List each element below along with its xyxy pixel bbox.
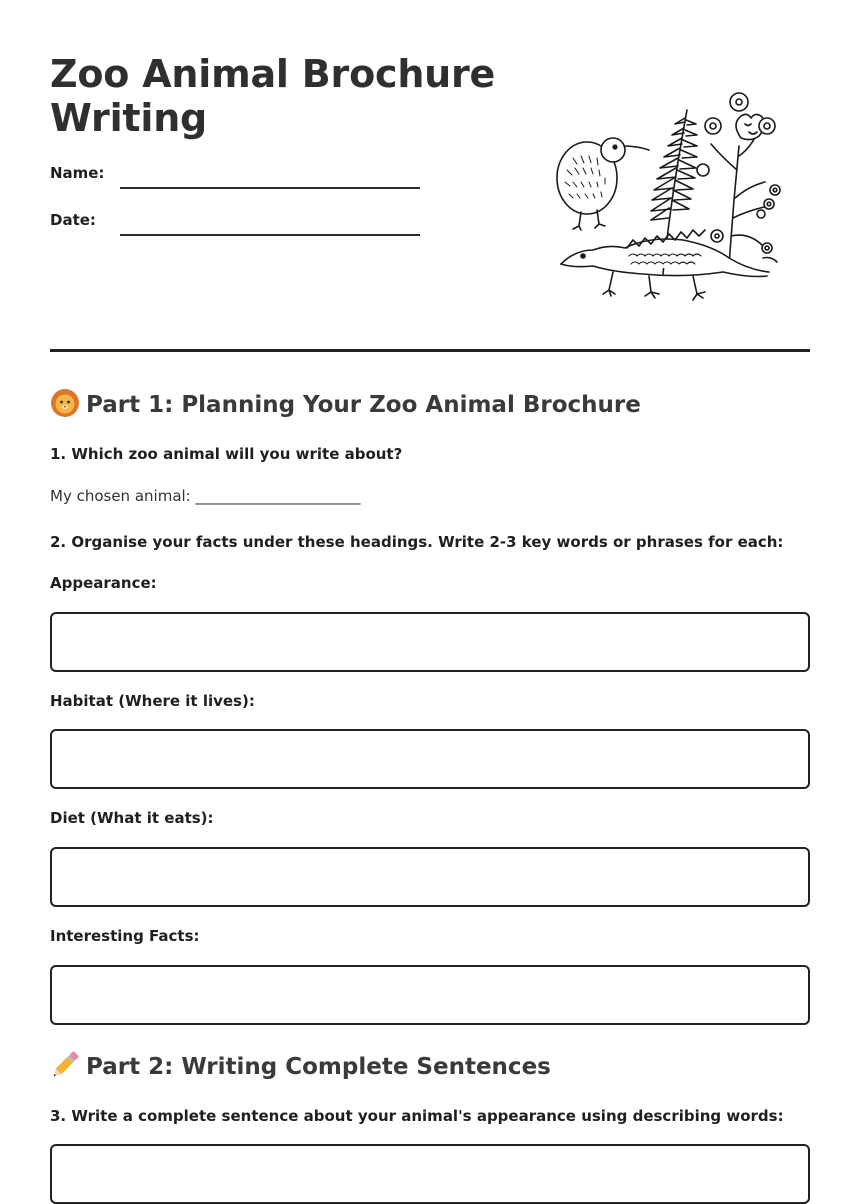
interesting-facts-label: Interesting Facts:	[50, 927, 200, 945]
lizard-icon	[561, 230, 769, 300]
question-2: 2. Organise your facts under these headings. Write 2-3 key words or phrases for each:	[50, 533, 784, 551]
part1-heading	[50, 388, 641, 420]
appearance-answer-box[interactable]	[50, 612, 810, 672]
worksheet-header	[50, 0, 810, 352]
kiwi-fern-lizard-illustration	[553, 86, 789, 308]
header-divider	[50, 349, 810, 352]
part1-heading-text: Part 1: Planning Your Zoo Animal Brochure	[86, 392, 641, 418]
date-label: Date:	[50, 211, 96, 229]
part2-heading	[50, 1050, 551, 1082]
name-field	[50, 162, 470, 190]
question-3: 3. Write a complete sentence about your animal's appearance using describing words:	[50, 1107, 784, 1125]
worksheet-page	[50, 0, 810, 1161]
pencil-icon	[50, 1050, 80, 1080]
appearance-sentence-box[interactable]	[50, 1144, 810, 1204]
interesting-facts-answer-box[interactable]	[50, 965, 810, 1025]
habitat-answer-box[interactable]	[50, 729, 810, 789]
name-input-line[interactable]	[120, 187, 420, 189]
date-field	[50, 209, 470, 237]
chosen-animal-line[interactable]: My chosen animal: ______________________	[50, 487, 361, 505]
kiwi-bird-icon	[557, 138, 649, 230]
name-label: Name:	[50, 164, 105, 182]
habitat-label: Habitat (Where it lives):	[50, 692, 255, 710]
page-title: Zoo Animal Brochure Writing	[50, 52, 496, 140]
appearance-label: Appearance:	[50, 574, 157, 592]
flowering-plant-icon	[697, 93, 780, 266]
part2-heading-text: Part 2: Writing Complete Sentences	[86, 1054, 551, 1080]
diet-answer-box[interactable]	[50, 847, 810, 907]
date-input-line[interactable]	[120, 234, 420, 236]
question-1: 1. Which zoo animal will you write about?	[50, 445, 403, 463]
diet-label: Diet (What it eats):	[50, 809, 214, 827]
lion-icon	[50, 388, 80, 418]
